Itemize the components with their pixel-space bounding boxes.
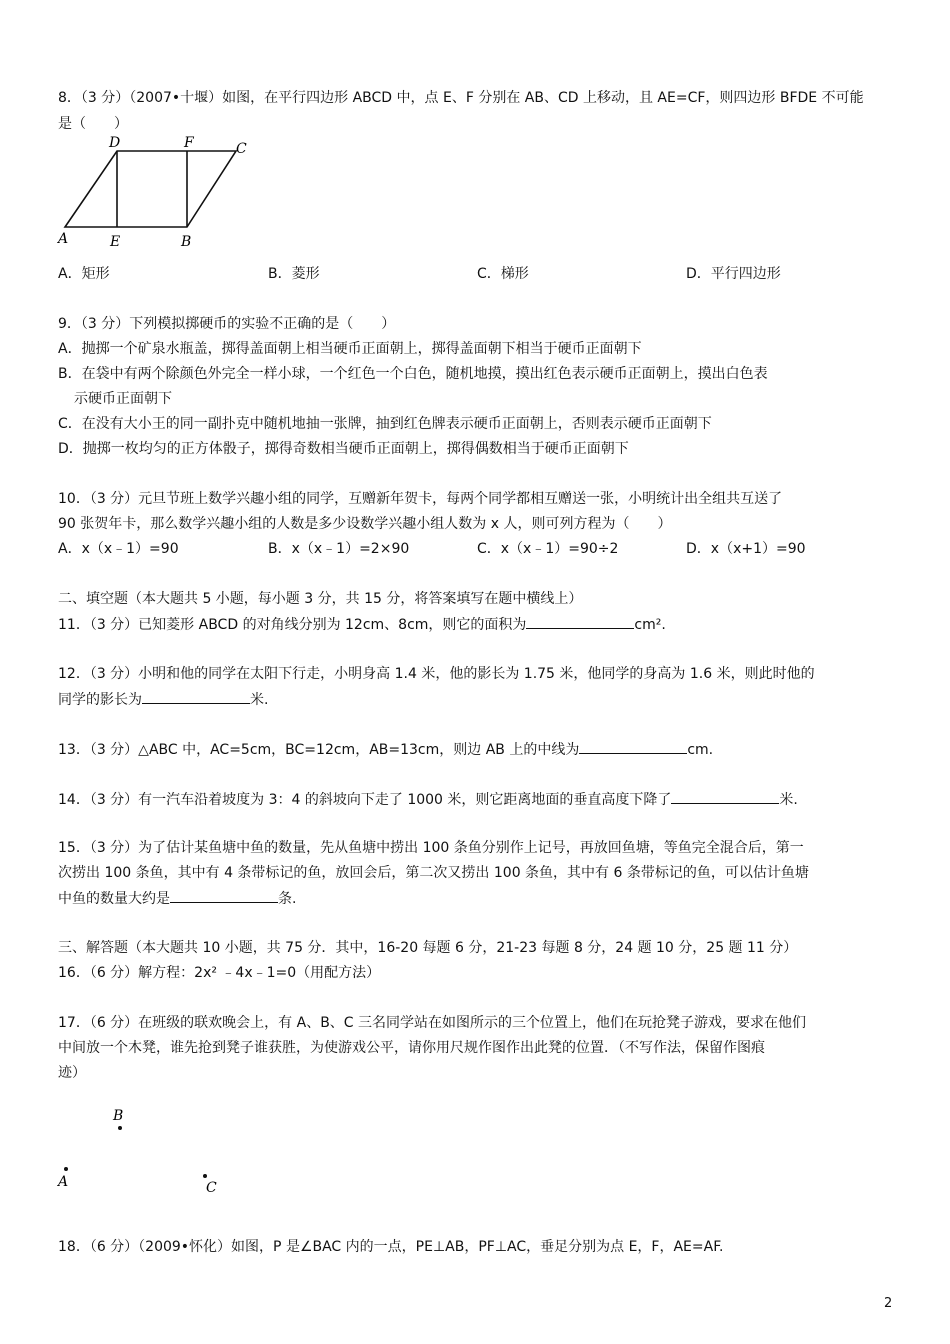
label-d: D	[109, 136, 121, 151]
q8-option-c: C．梯形	[477, 266, 529, 282]
page-number: 2	[884, 1296, 893, 1311]
q13	[58, 739, 713, 760]
q11-answer-blank[interactable]	[526, 614, 634, 629]
section-2-heading: 二、填空题（本大题共 5 小题，每小题 3 分，共 15 分，将答案填写在题中横线上）	[58, 591, 583, 607]
q8-option-d: D．平行四边形	[686, 266, 781, 282]
q12-text: 同学的影长为	[58, 692, 142, 708]
q17-line3: 迹）	[58, 1065, 86, 1081]
q13-answer-blank[interactable]	[579, 739, 687, 754]
q10-stem-line1: 10．（3 分）元旦节班上数学兴趣小组的同学，互赠新年贺卡，每两个同学都相互赠送一张，小明统计出全组共互送了	[58, 491, 783, 507]
q9-option-a: A．抛掷一个矿泉水瓶盖，掷得盖面朝上相当硬币正面朝上，掷得盖面朝下相当于硬币正面朝下	[58, 341, 642, 357]
q10-option-a: A．x（x﹣1）=90	[58, 541, 179, 557]
q9-option-d: D．抛掷一枚均匀的正方体骰子，掷得奇数相当硬币正面朝上，掷得偶数相当于硬币正面朝下	[58, 441, 629, 457]
q15-answer-blank[interactable]	[170, 888, 278, 903]
q17-line1: 17．（6 分）在班级的联欢晚会上，有 A、B、C 三名同学站在如图所示的三个位置上，他们在玩抢凳子游戏，要求在他们	[58, 1015, 807, 1031]
q17-line2: 中间放一个木凳，谁先抢到凳子谁获胜，为使游戏公平，请你用尺规作图作出此凳的位置．（不写作法，保留作图痕	[58, 1040, 765, 1056]
label-c: C	[236, 141, 247, 157]
q15-line2: 次捞出 100 条鱼，其中有 4 条带标记的鱼，放回会后，第二次又捞出 100 条鱼，其中有 6 条带标记的鱼，可以估计鱼塘	[58, 865, 809, 881]
q12-answer-blank[interactable]	[142, 689, 250, 704]
q8-parallelogram-figure	[55, 136, 265, 252]
q8-stem-line2: 是（ ）	[58, 116, 128, 132]
point-b	[118, 1126, 122, 1130]
point-a	[64, 1167, 68, 1171]
label-f: F	[184, 136, 194, 151]
q8-option-a: A．矩形	[58, 266, 110, 282]
q11-unit: cm².	[634, 617, 666, 633]
point-c	[203, 1174, 207, 1178]
q14	[58, 789, 798, 810]
q15-line1: 15．（3 分）为了估计某鱼塘中鱼的数量，先从鱼塘中捞出 100 条鱼分别作上记号，再放回鱼塘，等鱼完全混合后，第一	[58, 840, 804, 856]
q13-unit: cm.	[687, 742, 714, 758]
q18: 18．（6 分）（2009•怀化）如图，P 是∠BAC 内的一点，PE⊥AB，PF⊥AC，垂足分别为点 E，F，AE=AF.	[58, 1239, 724, 1255]
q10-stem-line2: 90 张贺年卡，那么数学兴趣小组的人数是多少设数学兴趣小组人数为 x 人，则可列方程为（ ）	[58, 516, 672, 532]
label-a: A	[58, 231, 69, 247]
q14-unit: 米.	[779, 792, 798, 808]
q12-line2	[58, 689, 268, 710]
q15-unit: 条.	[278, 891, 297, 907]
q15-line3	[58, 888, 296, 909]
q14-answer-blank[interactable]	[671, 789, 779, 804]
q9-option-c: C．在没有大小王的同一副扑克中随机地抽一张牌，抽到红色牌表示硬币正面朝上，否则表示硬币正面朝下	[58, 416, 712, 432]
q11-text: 11．（3 分）已知菱形 ABCD 的对角线分别为 12cm、8cm，则它的面积为	[58, 617, 527, 633]
q8-stem-line1: 8．（3 分）（2007•十堰）如图，在平行四边形 ABCD 中，点 E、F 分别在 AB、CD 上移动，且 AE=CF，则四边形 BFDE 不可能	[58, 90, 864, 106]
q9-stem: 9．（3 分）下列模拟掷硬币的实验不正确的是（ ）	[58, 316, 396, 332]
parallelogram-abcd	[65, 151, 236, 227]
q13-text: 13．（3 分）△ABC 中，AC=5cm，BC=12cm，AB=13cm，则边 AB 上的中线为	[58, 742, 580, 758]
label-b: B	[181, 234, 192, 250]
q17-points-figure	[50, 1100, 250, 1200]
label-c: C	[206, 1180, 217, 1196]
q9-option-b-line2: 示硬币正面朝下	[74, 391, 172, 407]
q10-option-b: B．x（x﹣1）=2×90	[268, 541, 410, 557]
q12-line1: 12．（3 分）小明和他的同学在太阳下行走，小明身高 1.4 米，他的影长为 1.75 米，他同学的身高为 1.6 米，则此时他的	[58, 666, 815, 682]
label-a: A	[58, 1174, 69, 1190]
q14-text: 14．（3 分）有一汽车沿着坡度为 3：4 的斜坡向下走了 1000 米，则它距离地面的垂直高度下降了	[58, 792, 672, 808]
q10-option-c: C．x（x﹣1）=90÷2	[477, 541, 619, 557]
q16: 16．（6 分）解方程：2x² ﹣4x﹣1=0（用配方法）	[58, 965, 381, 981]
q8-option-b: B．菱形	[268, 266, 320, 282]
q9-option-b-line1: B．在袋中有两个除颜色外完全一样小球，一个红色一个白色，随机地摸，摸出红色表示硬币正面朝上，摸出白色表	[58, 366, 768, 382]
label-e: E	[110, 234, 121, 250]
section-3-heading: 三、解答题（本大题共 10 小题，共 75 分．其中，16-20 每题 6 分，21-23 每题 8 分，24 题 10 分，25 题 11 分）	[58, 940, 798, 956]
q15-text: 中鱼的数量大约是	[58, 891, 170, 907]
q12-unit: 米.	[250, 692, 269, 708]
q11	[58, 614, 666, 635]
label-b: B	[113, 1108, 124, 1124]
q10-option-d: D．x（x+1）=90	[686, 541, 806, 557]
